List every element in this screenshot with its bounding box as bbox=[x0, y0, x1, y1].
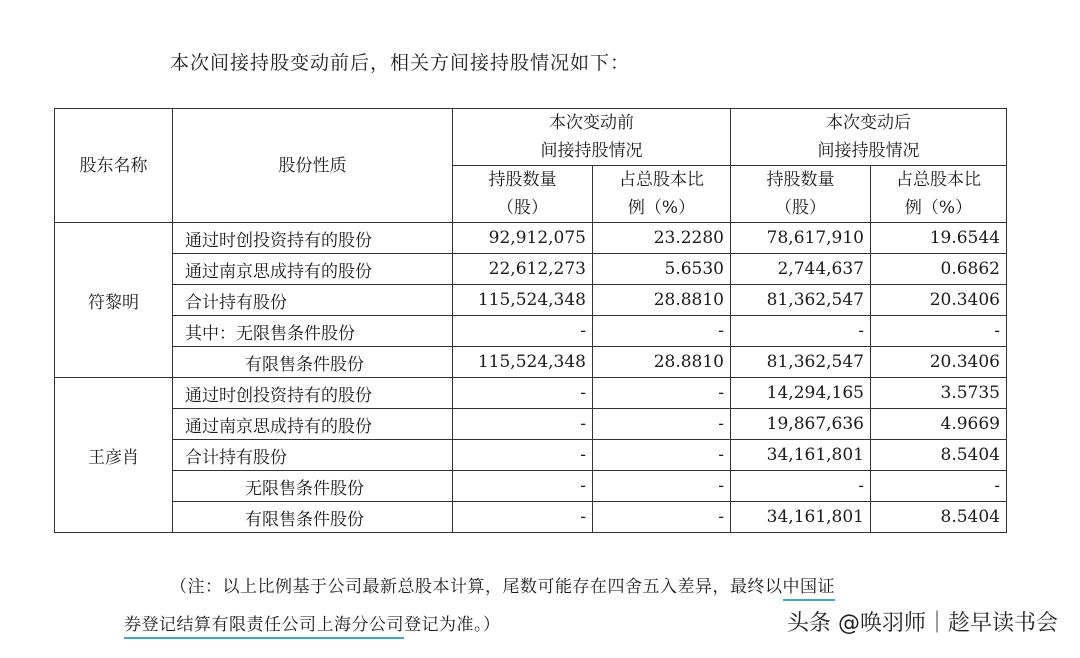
after-ratio: 20.3406 bbox=[871, 347, 1007, 378]
before-ratio: 5.6530 bbox=[593, 254, 731, 285]
after-qty: 14,294,165 bbox=[731, 378, 871, 409]
table-row bbox=[55, 316, 1007, 347]
after-qty: 78,617,910 bbox=[731, 223, 871, 254]
after-qty: - bbox=[731, 471, 871, 502]
intro-text: 本次间接持股变动前后，相关方间接持股情况如下： bbox=[170, 52, 631, 74]
header-after-ratio bbox=[871, 166, 1007, 223]
before-ratio: 28.8810 bbox=[593, 285, 731, 316]
row-label: 合计持有股份 bbox=[173, 440, 453, 471]
after-ratio: 8.5404 bbox=[871, 502, 1007, 533]
header-before-line2: 间接持股情况 bbox=[540, 141, 643, 161]
row-label: 通过时创投资持有的股份 bbox=[173, 378, 453, 409]
before-qty: - bbox=[453, 316, 593, 347]
after-qty: 81,362,547 bbox=[731, 347, 871, 378]
table-row-total bbox=[55, 440, 1007, 471]
row-label: 无限售条件股份 bbox=[173, 471, 453, 502]
header-before bbox=[453, 109, 731, 166]
before-qty: - bbox=[453, 409, 593, 440]
before-ratio: 23.2280 bbox=[593, 223, 731, 254]
before-qty: - bbox=[453, 378, 593, 409]
row-label: 有限售条件股份 bbox=[173, 347, 453, 378]
after-qty: 2,744,637 bbox=[731, 254, 871, 285]
table-row bbox=[55, 471, 1007, 502]
table-row bbox=[55, 502, 1007, 533]
header-after-line2: 间接持股情况 bbox=[817, 141, 920, 161]
header-qty-line2: （股） bbox=[497, 198, 548, 218]
before-ratio: - bbox=[593, 440, 731, 471]
before-qty: - bbox=[453, 502, 593, 533]
header-ratio-line2: 例（%） bbox=[904, 198, 973, 218]
header-qty-line1: 持股数量 bbox=[488, 170, 557, 190]
header-before-line1: 本次变动前 bbox=[549, 113, 634, 133]
header-before-ratio bbox=[593, 166, 731, 223]
row-label: 通过南京思成持有的股份 bbox=[173, 254, 453, 285]
before-qty: 115,524,348 bbox=[453, 285, 593, 316]
shareholder-name: 王彦肖 bbox=[55, 378, 173, 533]
after-qty: 34,161,801 bbox=[731, 440, 871, 471]
header-before-qty bbox=[453, 166, 593, 223]
row-label: 通过时创投资持有的股份 bbox=[173, 223, 453, 254]
header-ratio-line2: 例（%） bbox=[627, 198, 696, 218]
after-qty: - bbox=[731, 316, 871, 347]
table-row bbox=[55, 347, 1007, 378]
after-qty: 81,362,547 bbox=[731, 285, 871, 316]
after-ratio: - bbox=[871, 316, 1007, 347]
header-after-line1: 本次变动后 bbox=[826, 113, 911, 133]
after-ratio: 8.5404 bbox=[871, 440, 1007, 471]
before-ratio: - bbox=[593, 409, 731, 440]
before-ratio: 28.8810 bbox=[593, 347, 731, 378]
header-nature: 股份性质 bbox=[173, 109, 453, 223]
before-qty: 22,612,273 bbox=[453, 254, 593, 285]
after-ratio: 20.3406 bbox=[871, 285, 1007, 316]
after-ratio: 3.5735 bbox=[871, 378, 1007, 409]
row-label: 通过南京思成持有的股份 bbox=[173, 409, 453, 440]
table-row bbox=[55, 378, 1007, 409]
before-qty: - bbox=[453, 440, 593, 471]
watermark: 头条 @唤羽师｜趁早读书会 bbox=[787, 611, 1058, 636]
footnote-highlight: 券登记结算有限责任公司上海分公司 bbox=[124, 615, 404, 639]
shareholding-table bbox=[54, 108, 1007, 533]
before-ratio: - bbox=[593, 502, 731, 533]
footnote-text: （注：以上比例基于公司最新总股本计算，尾数可能存在四舍五入差异，最终以 bbox=[170, 577, 783, 597]
row-label: 有限售条件股份 bbox=[173, 502, 453, 533]
footnote-highlight: 中国证 bbox=[783, 577, 836, 601]
before-ratio: - bbox=[593, 378, 731, 409]
after-qty: 34,161,801 bbox=[731, 502, 871, 533]
after-ratio: - bbox=[871, 471, 1007, 502]
header-after bbox=[731, 109, 1007, 166]
header-ratio-line1: 占总股本比 bbox=[619, 170, 704, 190]
table-row bbox=[55, 409, 1007, 440]
header-after-qty bbox=[731, 166, 871, 223]
after-qty: 19,867,636 bbox=[731, 409, 871, 440]
footnote-line1 bbox=[170, 572, 835, 597]
after-ratio: 4.9669 bbox=[871, 409, 1007, 440]
after-ratio: 19.6544 bbox=[871, 223, 1007, 254]
before-qty: - bbox=[453, 471, 593, 502]
footnote-text: 登记为准。） bbox=[404, 615, 501, 635]
header-qty-line1: 持股数量 bbox=[766, 170, 835, 190]
shareholder-name: 符黎明 bbox=[55, 223, 173, 378]
row-label: 其中：无限售条件股份 bbox=[173, 316, 453, 347]
table-row bbox=[55, 223, 1007, 254]
before-qty: 115,524,348 bbox=[453, 347, 593, 378]
header-shareholder: 股东名称 bbox=[55, 109, 173, 223]
before-ratio: - bbox=[593, 471, 731, 502]
footnote-line2 bbox=[124, 610, 501, 635]
row-label: 合计持有股份 bbox=[173, 285, 453, 316]
before-ratio: - bbox=[593, 316, 731, 347]
before-qty: 92,912,075 bbox=[453, 223, 593, 254]
header-ratio-line1: 占总股本比 bbox=[896, 170, 981, 190]
header-qty-line2: （股） bbox=[775, 198, 826, 218]
table-row-total bbox=[55, 285, 1007, 316]
after-ratio: 0.6862 bbox=[871, 254, 1007, 285]
table-row bbox=[55, 254, 1007, 285]
